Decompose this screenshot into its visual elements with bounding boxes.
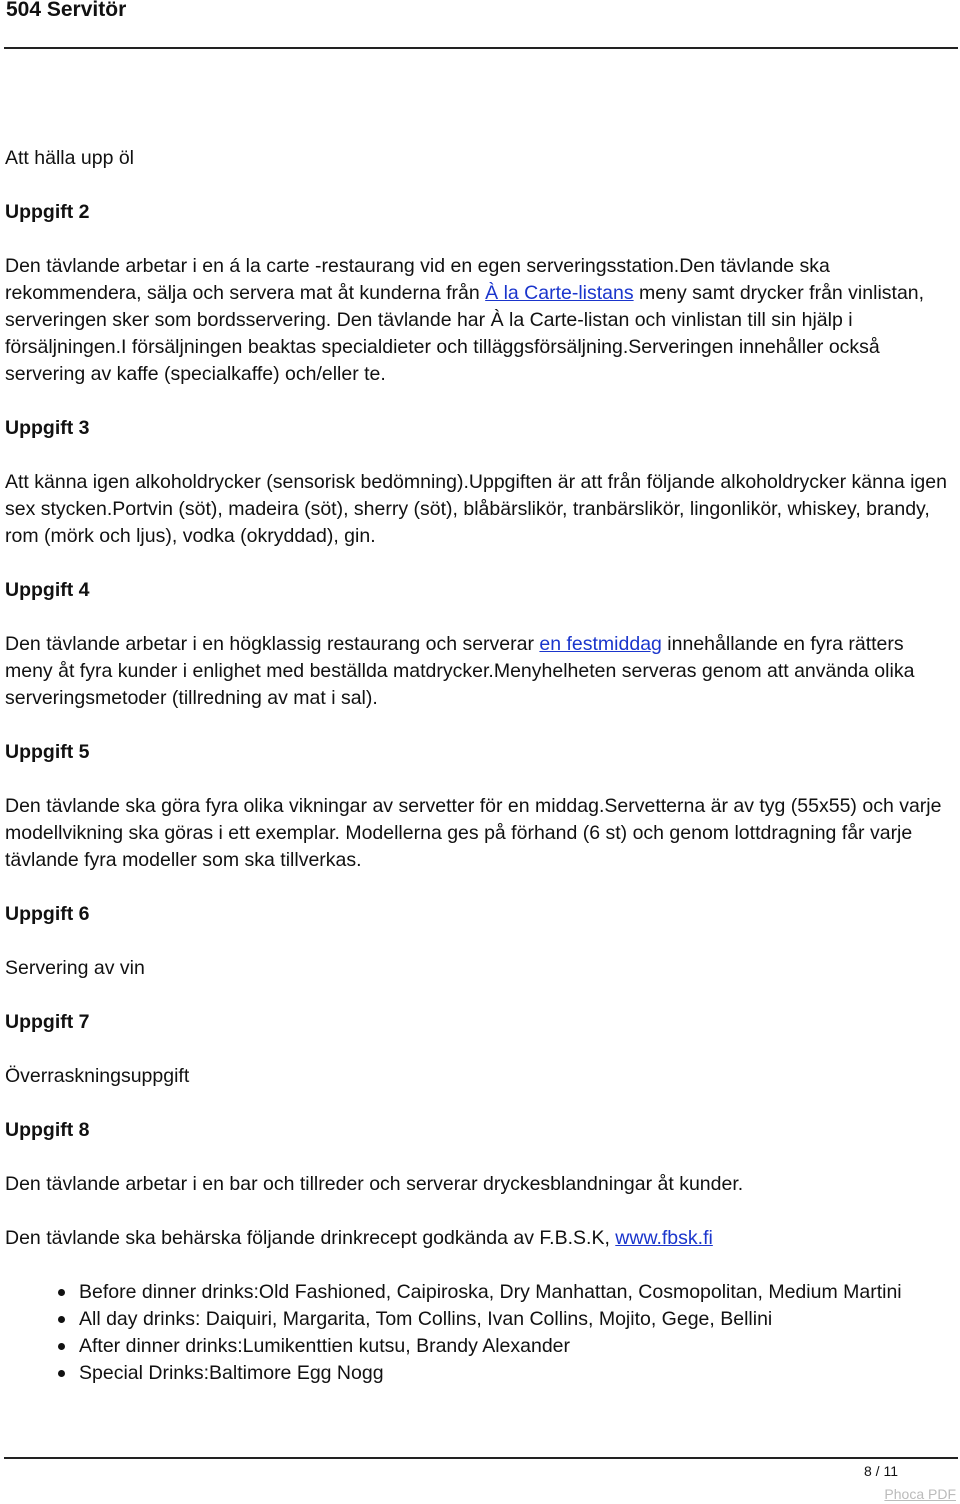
list-item xyxy=(5,1333,950,1360)
text-span: Den tävlande arbetar i en högklassig restaurang och serverar xyxy=(5,633,540,655)
list-item-text: After dinner drinks:Lumikenttien kutsu, Brandy Alexander xyxy=(79,1335,571,1357)
text-span: Den tävlande ska behärska följande drinkrecept godkända av F.B.S.K, xyxy=(5,1227,616,1249)
text-span: innehållande en fyra rätters meny åt fyra kunder i enlighet med beställda matdrycker.Menyhelheten serveras genom att använda olika serveringsmetoder (tillredning av mat i sal). xyxy=(5,633,915,709)
bullet-icon xyxy=(58,1343,65,1350)
drinks-list xyxy=(5,1279,950,1387)
section-text-uppgift-6: Servering av vin xyxy=(5,957,145,979)
footer-divider xyxy=(4,1457,958,1459)
bullet-icon xyxy=(58,1316,65,1323)
list-item xyxy=(5,1360,950,1387)
fbsk-link[interactable]: www.fbsk.fi xyxy=(615,1227,713,1249)
section-text-uppgift-8: Den tävlande arbetar i en bar och tillreder och serverar dryckesblandningar åt kunder. xyxy=(5,1173,744,1195)
page-number: 8 / 11 xyxy=(864,1463,898,1479)
phoca-pdf-link[interactable]: Phoca PDF xyxy=(884,1486,956,1502)
bullet-icon xyxy=(58,1289,65,1296)
list-item-text: Special Drinks:Baltimore Egg Nogg xyxy=(79,1362,384,1384)
list-item-text: All day drinks: Daiquiri, Margarita, Tom Collins, Ivan Collins, Mojito, Gege, Bellini xyxy=(79,1308,773,1330)
section-text-uppgift-4 xyxy=(5,631,950,712)
festmiddag-link[interactable]: en festmiddag xyxy=(539,633,662,655)
section-text-uppgift-3: Att känna igen alkoholdrycker (sensorisk bedömning).Uppgiften är att från följande alkoholdrycker känna igen sex stycken.Portvin (söt), madeira (söt), sherry (söt), blåbärslikör, tranbärslikör, lingonlikör, whiskey, brandy, rom (mörk och ljus), vodka (okryddad), gin. xyxy=(5,471,947,547)
section-text-uppgift-5: Den tävlande ska göra fyra olika vikningar av servetter för en middag.Servetterna är av tyg (55x55) och varje modellvikning ska göras i ett exemplar. Modellerna ges på förhand (6 st) och genom lottdragning får varje tävlande fyra modeller som ska tillverkas. xyxy=(5,795,942,871)
section-heading-uppgift-8: Uppgift 8 xyxy=(5,1119,90,1141)
list-item xyxy=(5,1279,950,1306)
section-text-uppgift-8-recipes xyxy=(5,1225,950,1252)
section-heading-uppgift-3: Uppgift 3 xyxy=(5,417,90,439)
section-heading-uppgift-4: Uppgift 4 xyxy=(5,579,90,601)
header-divider xyxy=(4,47,958,49)
section-heading-uppgift-6: Uppgift 6 xyxy=(5,903,90,925)
section-text-uppgift-7: Överraskningsuppgift xyxy=(5,1065,190,1087)
section-heading-uppgift-7: Uppgift 7 xyxy=(5,1011,90,1033)
section-heading-uppgift-5: Uppgift 5 xyxy=(5,741,90,763)
section-heading-uppgift-2: Uppgift 2 xyxy=(5,201,90,223)
page-title: 504 Servitör xyxy=(6,0,127,21)
intro-text: Att hälla upp öl xyxy=(5,147,135,169)
list-item xyxy=(5,1306,950,1333)
bullet-icon xyxy=(58,1370,65,1377)
section-text-uppgift-2 xyxy=(5,253,950,388)
document-body xyxy=(5,145,950,1387)
a-la-carte-link[interactable]: À la Carte-listans xyxy=(485,282,634,304)
text-span: Den tävlande arbetar i en á la carte -restaurang vid en egen serveringsstation.Den tävlande ska rekommendera, sälja och servera mat åt kunderna från xyxy=(5,255,830,304)
list-item-text: Before dinner drinks:Old Fashioned, Caipiroska, Dry Manhattan, Cosmopolitan, Medium Martini xyxy=(79,1281,902,1303)
text-span: meny samt drycker från vinlistan, serveringen sker som bordsservering. Den tävlande har À la Carte-listan och vinlistan till sin hjälp i försäljningen.I försäljningen beaktas specialdieter och tilläggsförsäljning.Serveringen innehåller också servering av kaffe (specialkaffe) och/eller te. xyxy=(5,282,925,385)
